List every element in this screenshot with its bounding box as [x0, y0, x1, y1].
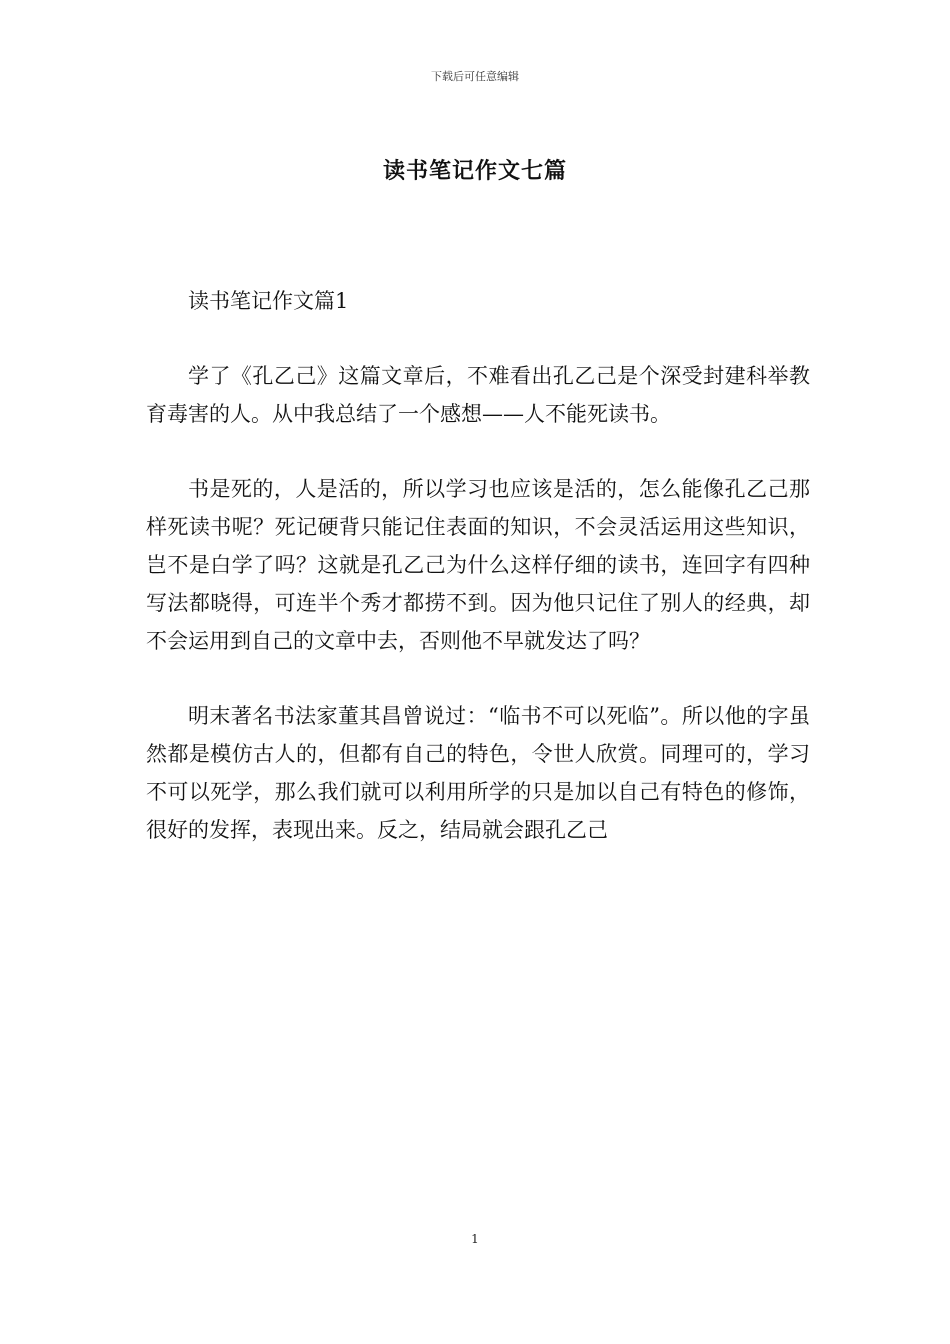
section-heading: 读书笔记作文篇1: [188, 289, 349, 313]
paragraph: 明末著名书法家董其昌曾说过：“临书不可以死临”。所以他的字虽然都是模仿古人的，但都有自己的特色，令世人欣赏。同理可的，学习不可以死学，那么我们就可以利用所学的只是加以自己有特色的修饰，很好的发挥，表现出来。反之，结局就会跟孔乙己: [146, 704, 810, 842]
page-number: 1: [471, 1232, 479, 1246]
paragraph: 书是死的，人是活的，所以学习也应该是活的，怎么能像孔乙己那样死读书呢？死记硬背只能记住表面的知识，不会灵活运用这些知识，岂不是白学了吗？这就是孔乙己为什么这样仔细的读书，连回字有四种写法都晓得，可连半个秀才都捞不到。因为他只记住了别人的经典，却不会运用到自己的文章中去，否则他不早就发达了吗？: [146, 477, 810, 653]
document-body: [146, 282, 810, 849]
document-title: 读书笔记作文七篇: [382, 158, 567, 184]
header-note: 下载后可任意编辑: [431, 70, 519, 83]
paragraph: 学了《孔乙己》这篇文章后，不难看出孔乙己是个深受封建科举教育毒害的人。从中我总结了一个感想——人不能死读书。: [146, 364, 810, 426]
